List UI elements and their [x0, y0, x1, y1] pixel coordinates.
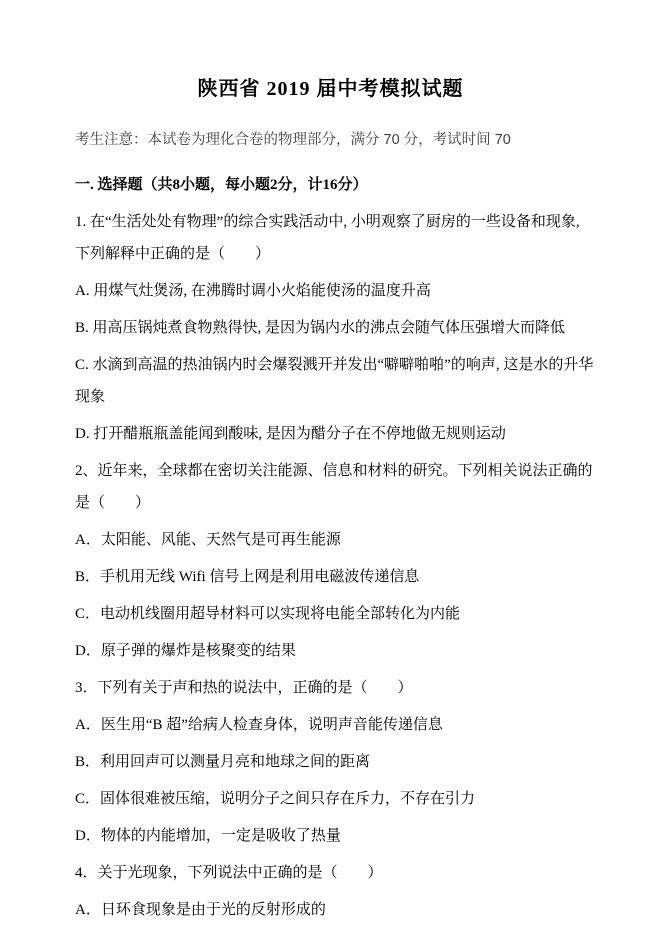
candidate-notice: 考生注意：本试卷为理化合卷的物理部分，满分 70 分，考试时间 70 [75, 132, 511, 148]
question-4-option-a: A．日环食现象是由于光的反射形成的 [75, 902, 326, 918]
question-4-stem: 4．关于光现象，下列说法中正确的是（ ） [75, 865, 383, 881]
question-1-option-d: D. 打开醋瓶瓶盖能闻到酸味, 是因为醋分子在不停地做无规则运动 [75, 426, 506, 442]
question-2-stem: 2、近年来，全球都在密切关注能源、信息和材料的研究。下列相关说法正确的是（ ） [75, 463, 593, 511]
question-1-stem: 1. 在“生活处处有物理”的综合实践活动中, 小明观察了厨房的一些设备和现象, 下列解释中正确的是（ ） [75, 214, 580, 262]
question-3-option-d: D．物体的内能增加，一定是吸收了热量 [75, 828, 341, 844]
question-3-stem: 3．下列有关于声和热的说法中，正确的是（ ） [75, 680, 413, 696]
page-title: 陕西省 2019 届中考模拟试题 [197, 78, 464, 100]
section-heading: 一. 选择题（共8小题，每小题2分，计16分） [75, 177, 368, 193]
question-2-option-b: B．手机用无线 Wifi 信号上网是利用电磁波传递信息 [75, 569, 420, 585]
question-1-option-c: C. 水滴到高温的热油锅内时会爆裂溅开并发出“噼噼啪啪”的响声, 这是水的升华现象 [75, 357, 594, 405]
question-2-option-d: D．原子弹的爆炸是核聚变的结果 [75, 643, 296, 659]
question-1-option-b: B. 用高压锅炖煮食物熟得快, 是因为锅内水的沸点会随气体压强增大而降低 [75, 320, 566, 336]
question-2-option-a: A．太阳能、风能、天然气是可再生能源 [75, 532, 341, 548]
question-2-option-c: C．电动机线圈用超导材料可以实现将电能全部转化为内能 [75, 606, 461, 622]
question-3-option-b: B．利用回声可以测量月亮和地球之间的距离 [75, 754, 371, 770]
question-3-option-a: A．医生用“B 超”给病人检查身体，说明声音能传递信息 [75, 717, 443, 733]
question-3-option-c: C．固体很难被压缩，说明分子之间只存在斥力，不存在引力 [75, 791, 476, 807]
question-1-option-a: A. 用煤气灶煲汤, 在沸腾时调小火焰能使汤的温度升高 [75, 283, 431, 299]
